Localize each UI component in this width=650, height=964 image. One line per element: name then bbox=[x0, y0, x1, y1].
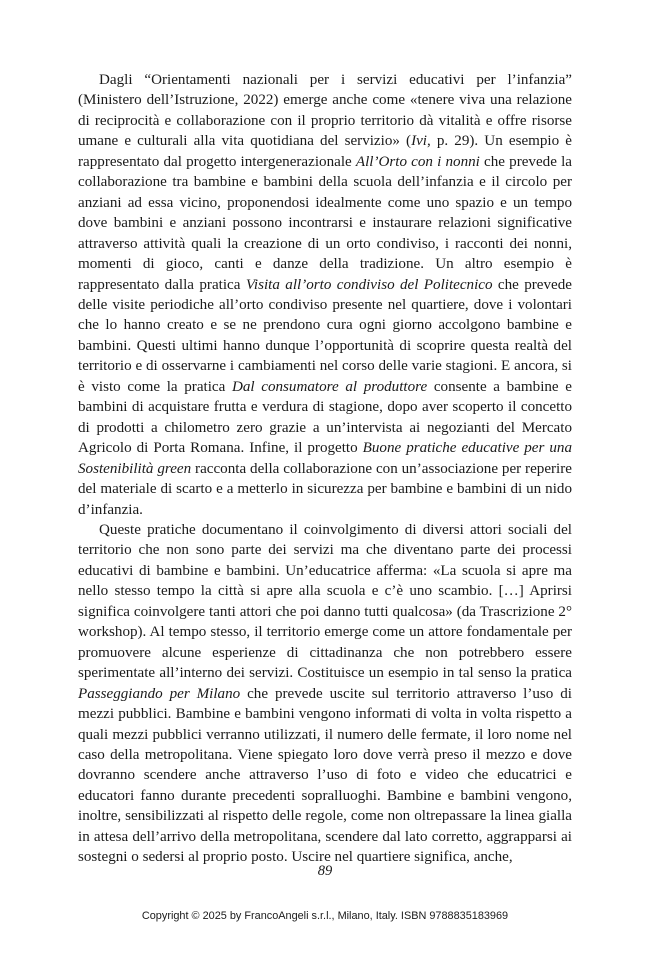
paragraph-1-text-6: racconta della collaborazione con un’associazione per reperire del materiale di scarto e a metterlo in sicurezza per bambine e bambini di un nido d’infanzia. bbox=[78, 460, 572, 518]
practice-title-passeggiando: Passeggiando per Milano bbox=[78, 685, 241, 702]
page-body bbox=[78, 70, 572, 868]
project-title-buone-pratiche: Buone pratiche educative per una Sostenibilità green bbox=[78, 440, 572, 477]
paragraph-1-text-1: Dagli “Orientamenti nazionali per i servizi educativi per l’infanzia” (Ministero dell’Istruzione, 2022) emerge anche come «tenere viva una relazione di reciprocità e collaborazione con il proprio territorio dà vitalità e offre risorse umane e culturali alla vita quotidiana del servizio» ( bbox=[78, 72, 572, 150]
paragraph-1-text-3: che prevede la collaborazione tra bambine e bambini della scuola dell’infanzia e il circolo per anziani ad essa vicino, proponendosi idealmente come uno spazio e un tempo dove bambini e anziani possono incontrarsi e instaurare relazioni significative attraverso attività quali la creazione di un orto condiviso, i racconti dei nonni, momenti di gioco, canti e danze della tradizione. Un altro esempio è rappresentato dalla pratica bbox=[78, 153, 572, 293]
copyright-notice: Copyright © 2025 by FrancoAngeli s.r.l., Milano, Italy. ISBN 9788835183969 bbox=[141, 910, 509, 922]
project-title-orto-nonni: All’Orto con i nonni bbox=[355, 153, 480, 170]
paragraph-2-text-2: che prevede uscite sul territorio attraverso l’uso di mezzi pubblici. Bambine e bambini vengono informati di volta in volta rispetto a quali mezzi pubblici verranno utilizzati, il numero delle fermate, il loro nome nel caso della metropolitana. Viene spiegato loro dove verrà preso il mezzo e dove dovranno scendere anche attraverso l’uso di foto e video che educatrici e educatori fanno durante precedenti sopralluoghi. Bambine e bambini vengono, inoltre, sensibilizzati al rispetto delle regole, come non oltrepassare la linea gialla in attesa dell’arrivo della metropolitana, scendere dal lato corretto, aggrapparsi ai sostegni o sedersi al proprio posto. Uscire nel quartiere significa, anche, bbox=[78, 685, 572, 866]
paragraph-2-text-1: Queste pratiche documentano il coinvolgimento di diversi attori sociali del territorio che non sono parte dei servizi ma che diventano parte dei processi educativi di bambine e bambini. Un’educatrice afferma: «La scuola si apre ma nello stesso tempo la città si apre alla scuola e c’è uno scambio. […] Aprirsi significa coinvolgere tanti attori che poi danno tutti qualcosa» (da Trascrizione 2° workshop). Al tempo stesso, il territorio emerge come un attore fondamentale per promuovere alcune esperienze di cittadinanza che non potrebbero essere sperimentate all’interno dei servizi. Costituisce un esempio in tal senso la pratica bbox=[78, 521, 572, 682]
practice-title-visita-orto: Visita all’orto condiviso del Politecnico bbox=[245, 276, 493, 293]
citation-ivi: Ivi bbox=[411, 133, 427, 150]
paragraph-1-text-4: che prevede delle visite periodiche all’orto condiviso presente nel quartiere, dove i volontari che lo hanno creato e se ne prendono cura ogni giorno accolgono bambine e bambini. Questi ultimi hanno dunque l’opportunità di scoprire questa realtà del territorio e di osservarne i cambiamenti nel corso delle varie stagioni. E ancora, si è visto come la pratica bbox=[78, 276, 572, 395]
paragraph-1-text-5: consente a bambine e bambini di acquistare frutta e verdura di stagione, dopo aver scoperto il concetto di prodotti a chilometro zero grazie a un’intervista ai negozianti del Mercato Agricolo di Porta Romana. Infine, il progetto bbox=[78, 378, 572, 457]
paragraph-1-text-2: , p. 29). Un esempio è rappresentato dal progetto intergenerazionale bbox=[78, 133, 572, 170]
paragraph-1 bbox=[78, 70, 572, 520]
paragraph-2 bbox=[78, 520, 572, 868]
page-number: 89 bbox=[317, 863, 333, 879]
practice-title-consumatore: Dal consumatore al produttore bbox=[231, 378, 428, 395]
